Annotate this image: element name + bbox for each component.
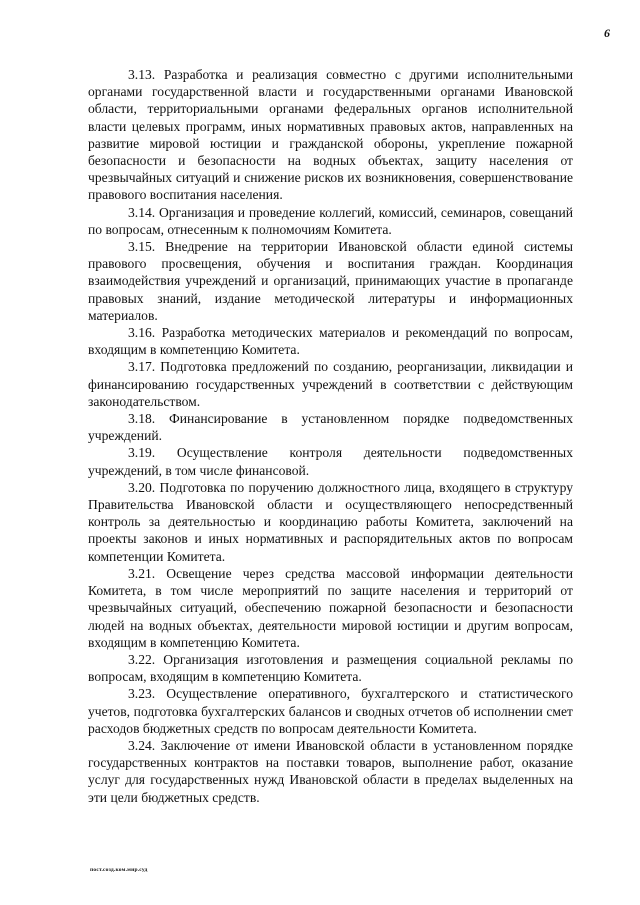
paragraph-3-17: 3.17. Подготовка предложений по созданию, реорганизации, ликвидации и финансированию государственных учреждений в соответствии с действующим законодательством.	[88, 359, 573, 409]
paragraph-3-15: 3.15. Внедрение на территории Ивановской области единой системы правового просвещения, обучения и воспитания граждан. Координация взаимодействия учреждений и организаций, принимающих участие в пропаганде правовых знаний, издание методической литературы и информационных материалов.	[88, 239, 573, 323]
paragraph-3-20: 3.20. Подготовка по поручению должностного лица, входящего в структуру Правительства Ивановской области и осуществляющего непосредственный контроль за деятельностью и координацию работы Комитета, заключений на проекты законов и иных нормативных и распорядительных актов по вопросам компетенции Комитета.	[88, 479, 573, 564]
paragraph-3-14: 3.14. Организация и проведение коллегий, комиссий, семинаров, совещаний по вопросам, отнесенным к полномочиям Комитета.	[88, 204, 573, 237]
footer-file-code: пост.созд.ком.мир.суд	[90, 867, 148, 873]
paragraph-3-16: 3.16. Разработка методических материалов и рекомендаций по вопросам, входящим в компетенцию Комитета.	[88, 325, 573, 358]
paragraph-3-18: 3.18. Финансирование в установленном порядке подведомственных учреждений.	[88, 411, 573, 444]
document-body	[88, 66, 573, 806]
paragraph-3-21: 3.21. Освещение через средства массовой информации деятельности Комитета, в том числе мероприятий по защите населения и территорий от чрезвычайных ситуаций, обеспечению пожарной безопасности и безопасности людей на водных объектах, деятельности мировой юстиции и другим вопросам, входящим в компетенцию Комитета.	[88, 565, 573, 650]
paragraph-3-19: 3.19. Осуществление контроля деятельности подведомственных учреждений, в том числе финансовой.	[88, 445, 573, 478]
page-number: 6	[604, 26, 610, 40]
paragraph-3-22: 3.22. Организация изготовления и размещения социальной рекламы по вопросам, входящим в компетенцию Комитета.	[88, 651, 573, 685]
paragraph-3-13: 3.13. Разработка и реализация совместно с другими исполнительными органами государственной власти и государственными органами Ивановской области, территориальными органами федеральных органов исполнительной власти целевых программ, иных нормативных правовых актов, направленных на развитие мировой юстиции и гражданской обороны, укрепление пожарной безопасности и безопасности на водных объектах, защиту населения от чрезвычайных ситуаций и снижение рисков их возникновения, совершенствование правового воспитания населения.	[88, 67, 573, 203]
paragraph-3-24: 3.24. Заключение от имени Ивановской области в установленном порядке государственных контрактов на поставки товаров, выполнение работ, оказание услуг для государственных нужд Ивановской области в пределах выделенных на эти цели бюджетных средств.	[88, 737, 573, 805]
paragraph-3-23: 3.23. Осуществление оперативного, бухгалтерского и статистического учетов, подготовка бухгалтерских балансов и сводных отчетов об исполнении смет расходов бюджетных средств по вопросам деятельности Комитета.	[88, 686, 573, 736]
